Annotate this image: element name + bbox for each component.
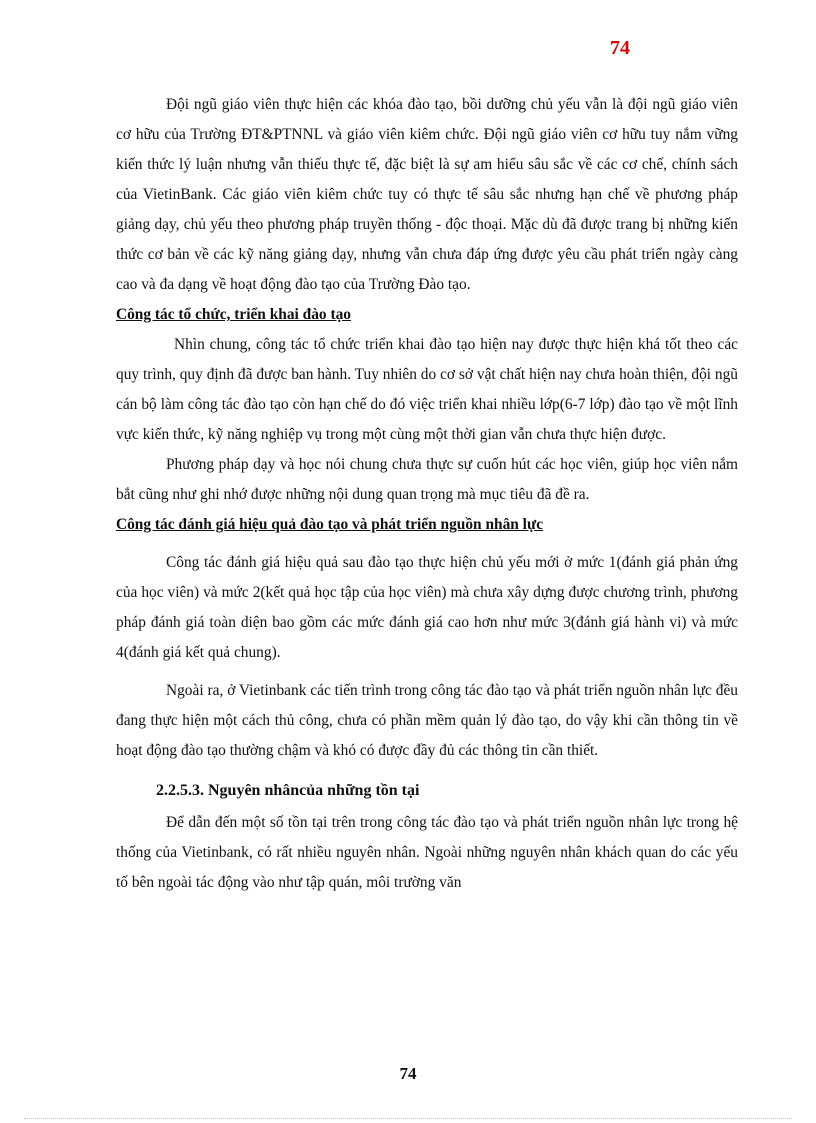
subsection-paragraph: Để dẫn đến một số tồn tại trên trong công tác đào tạo và phát triển nguồn nhân lực trong hệ thống của Vietinbank, có rất nhiều nguyên nhân. Ngoài những nguyên nhân khách quan do các yếu tố bên ngoài tác động vào như tập quán, môi trường văn bbox=[116, 814, 738, 891]
section2-paragraph: Công tác đánh giá hiệu quả sau đào tạo thực hiện chủ yếu mới ở mức 1(đánh giá phản ứng của học viên) và mức 2(kết quả học tập của học viên) mà chưa xây dựng được chương trình, phương pháp đánh giá toàn diện bao gồm các mức đánh giá cao hơn như mức 3(đánh giá hành vi) và mức 4(đánh giá kết quả chung). bbox=[116, 554, 738, 661]
page-bottom-border bbox=[24, 1118, 792, 1119]
section-heading-evaluation: Công tác đánh giá hiệu quả đào tạo và phát triển nguồn nhân lực bbox=[116, 516, 544, 533]
section-heading-organization: Công tác tổ chức, triển khai đào tạo bbox=[116, 306, 351, 323]
document-body bbox=[116, 90, 738, 898]
section2-paragraph: Ngoài ra, ở Vietinbank các tiến trình trong công tác đào tạo và phát triển nguồn nhân lực đều đang thực hiện một cách thủ công, chưa có phần mềm quản lý đào tạo, do vậy khi cần thông tin về hoạt động đào tạo thường chậm và khó có được đầy đủ các thông tin cần thiết. bbox=[116, 682, 738, 759]
footer-page-number: 74 bbox=[399, 1064, 417, 1083]
intro-paragraph: Đội ngũ giáo viên thực hiện các khóa đào tạo, bồi dưỡng chủ yếu vẫn là đội ngũ giáo viên cơ hữu của Trường ĐT&PTNNL và giáo viên kiêm chức. Đội ngũ giáo viên cơ hữu tuy nắm vững kiến thức lý luận nhưng vẫn thiếu thực tế, đặc biệt là sự am hiểu sâu sắc về các cơ chế, chính sách của VietinBank. Các giáo viên kiêm chức tuy có thực tế sâu sắc nhưng hạn chế về phương pháp giảng dạy, chủ yếu theo phương pháp truyền thống - độc thoại. Mặc dù đã được trang bị những kiến thức cơ bản về các kỹ năng giảng dạy, nhưng vẫn chưa đáp ứng được yêu cầu phát triển ngày càng cao và đa dạng về hoạt động đào tạo của Trường Đào tạo. bbox=[116, 96, 738, 293]
section1-paragraph: Nhìn chung, công tác tổ chức triển khai đào tạo hiện nay được thực hiện khá tốt theo các quy trình, quy định đã được ban hành. Tuy nhiên do cơ sở vật chất hiện nay chưa hoàn thiện, đội ngũ cán bộ làm công tác đào tạo còn hạn chế do đó việc triển khai nhiều lớp(6-7 lớp) đào tạo về một lĩnh vực kiến thức, kỹ năng nghiệp vụ trong một cùng một thời gian vẫn chưa thực hiện được. bbox=[116, 336, 738, 443]
header-page-number: 74 bbox=[610, 37, 630, 59]
section1-paragraph: Phương pháp dạy và học nói chung chưa thực sự cuốn hút các học viên, giúp học viên nắm bắt cũng như ghi nhớ được những nội dung quan trọng mà mục tiêu đã đề ra. bbox=[116, 456, 738, 503]
subsection-heading: 2.2.5.3. Nguyên nhâncủa những tồn tại bbox=[156, 782, 420, 799]
